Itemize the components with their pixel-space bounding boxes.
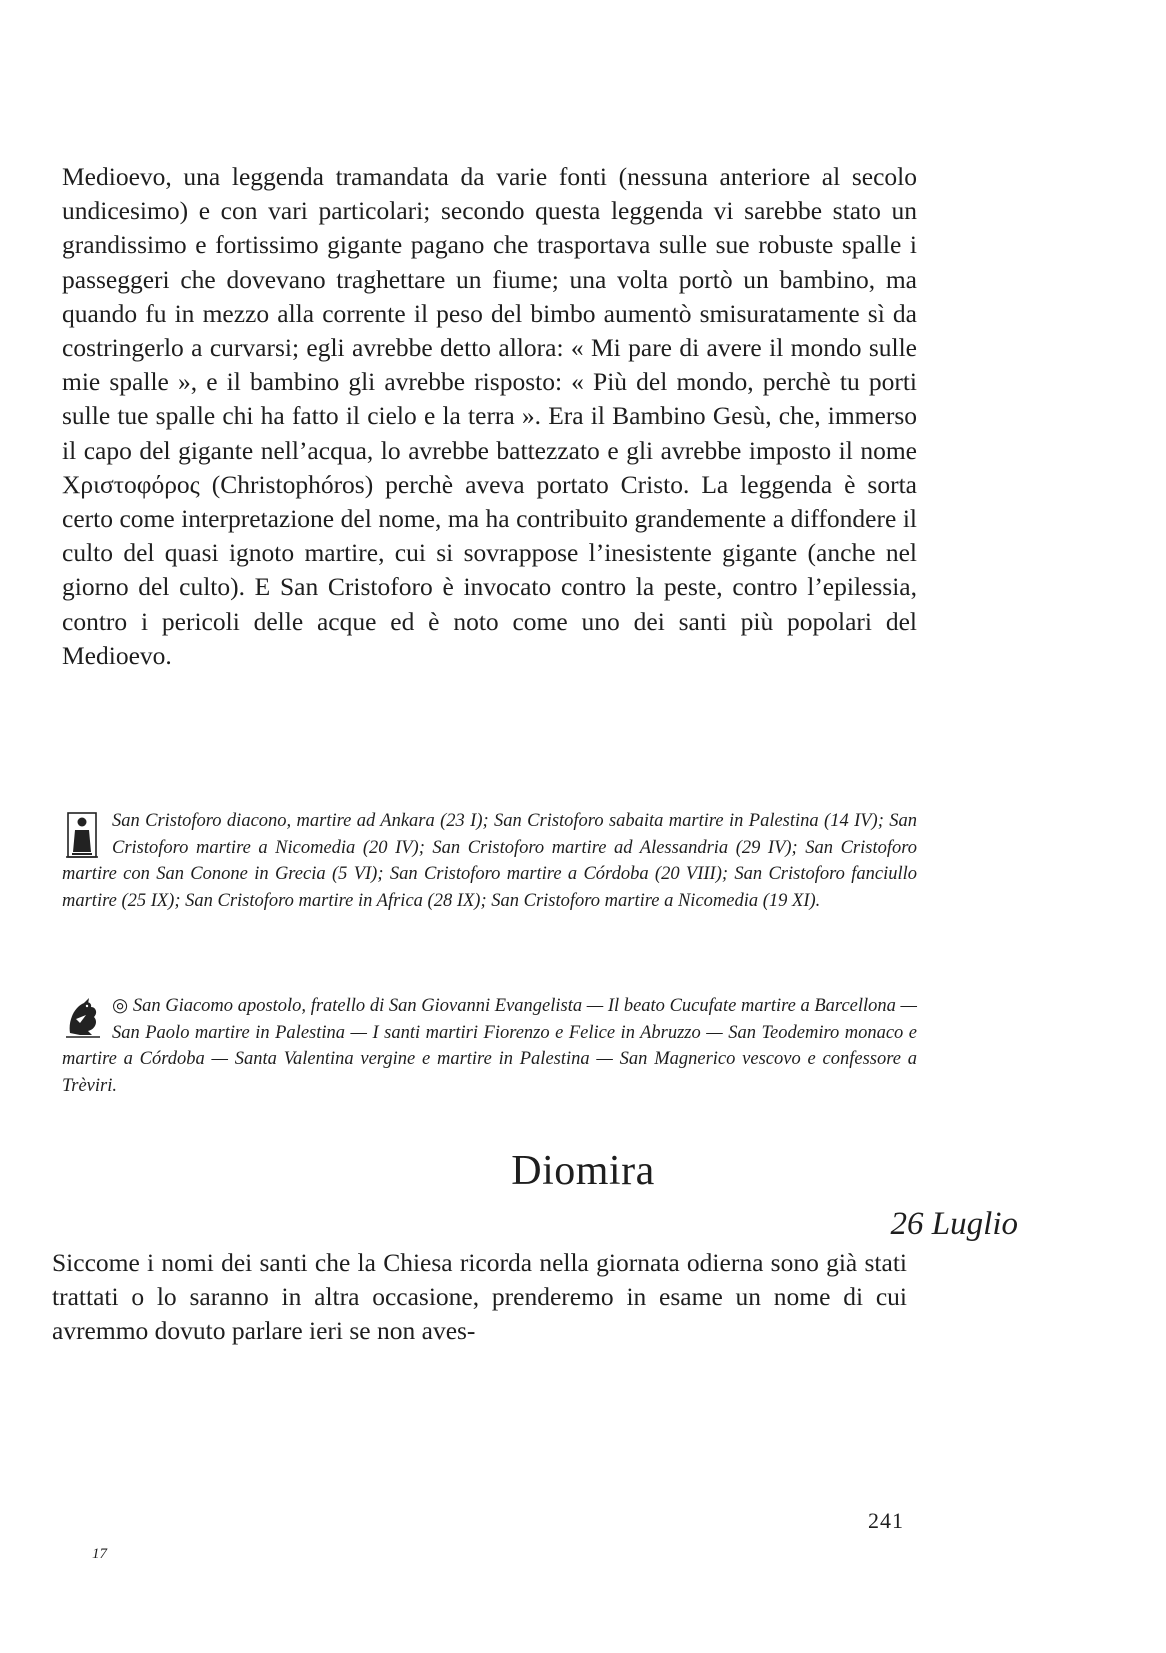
calendar-note — [62, 993, 917, 1099]
main-text-block — [62, 160, 917, 673]
saints-note-text: San Cristoforo diacono, martire ad Ankara (23 I); San Cristoforo sabaita martire in Palestina (14 IV); San Cristoforo martire a Nicomedia (20 IV); San Cristoforo martire ad Alessandria (29 IV); San Cristoforo martire con San Conone in Grecia (5 VI); San Cristoforo martire a Córdoba (20 VIII); San Cristoforo fanciullo martire (25 IX); San Cristoforo martire in Africa (28 IX); San Cristoforo martire a Nicomedia (19 XI). — [62, 811, 917, 911]
date-label: 26 Luglio — [890, 1206, 1018, 1242]
page-number: 241 — [868, 1508, 904, 1533]
main-paragraph: Medioevo, una leggenda tramandata da varie fonti (nessuna anteriore al secolo undicesimo) e con vari particolari; secondo questa leggenda vi sarebbe stato un grandissimo e fortissimo gigante pagano che trasportava sulle sue robuste spalle i passeggeri che dovevano traghettare un fiume; una volta portò un bambino, ma quando fu in mezzo alla corrente il peso del bimbo aumentò smisuratamente sì da costringerlo a curvarsi; egli avrebbe detto allora: « Mi pare di avere il mondo sulle mie spalle », e il bambino gli avrebbe risposto: « Più del mondo, perchè tu porti sulle tue spalle chi ha fatto il cielo e la terra ». Era il Bambino Gesù, che, immerso il capo del gigante nell’acqua, lo avrebbe battezzato e gli avrebbe imposto il nome Χριστοφόρος (Christophóros) perchè aveva portato Cristo. La leggenda è sorta certo come interpretazione del nome, ma ha contribuito grandemente a diffondere il culto del quasi ignoto martire, cui si sovrappose l’inesistente gigante (anche nel giorno del culto). E San Cristoforo è invocato contro la peste, contro l’epilessia, contro i pericoli delle acque ed è noto come uno dei santi più popolari del Medioevo. — [62, 162, 917, 670]
eagle-icon — [62, 995, 104, 1039]
section-paragraph: Siccome i nomi dei santi che la Chiesa ricorda nella giornata odierna sono già stati trattati o lo saranno in altra occasione, prenderemo in esame un nome di cui avremmo dovuto parlare ieri se non aves- — [52, 1248, 907, 1346]
calendar-note-text: ◎ San Giacomo apostolo, fratello di San Giovanni Evangelista — Il beato Cucufate martire a Barcellona — San Paolo martire in Palestina — I santi martiri Fiorenzo e Felice in Abruzzo — San Teodemiro monaco e martire a Córdoba — Santa Valentina vergine e martire in Palestina — San Magnerico vescovo e confessore a Trèviri. — [62, 996, 917, 1096]
section-text-block — [52, 1246, 907, 1349]
signature-mark: 17 — [92, 1546, 107, 1562]
saints-namesakes-note — [62, 808, 917, 914]
section-title: Diomira — [511, 1148, 655, 1194]
standing-saint-icon — [62, 810, 104, 860]
